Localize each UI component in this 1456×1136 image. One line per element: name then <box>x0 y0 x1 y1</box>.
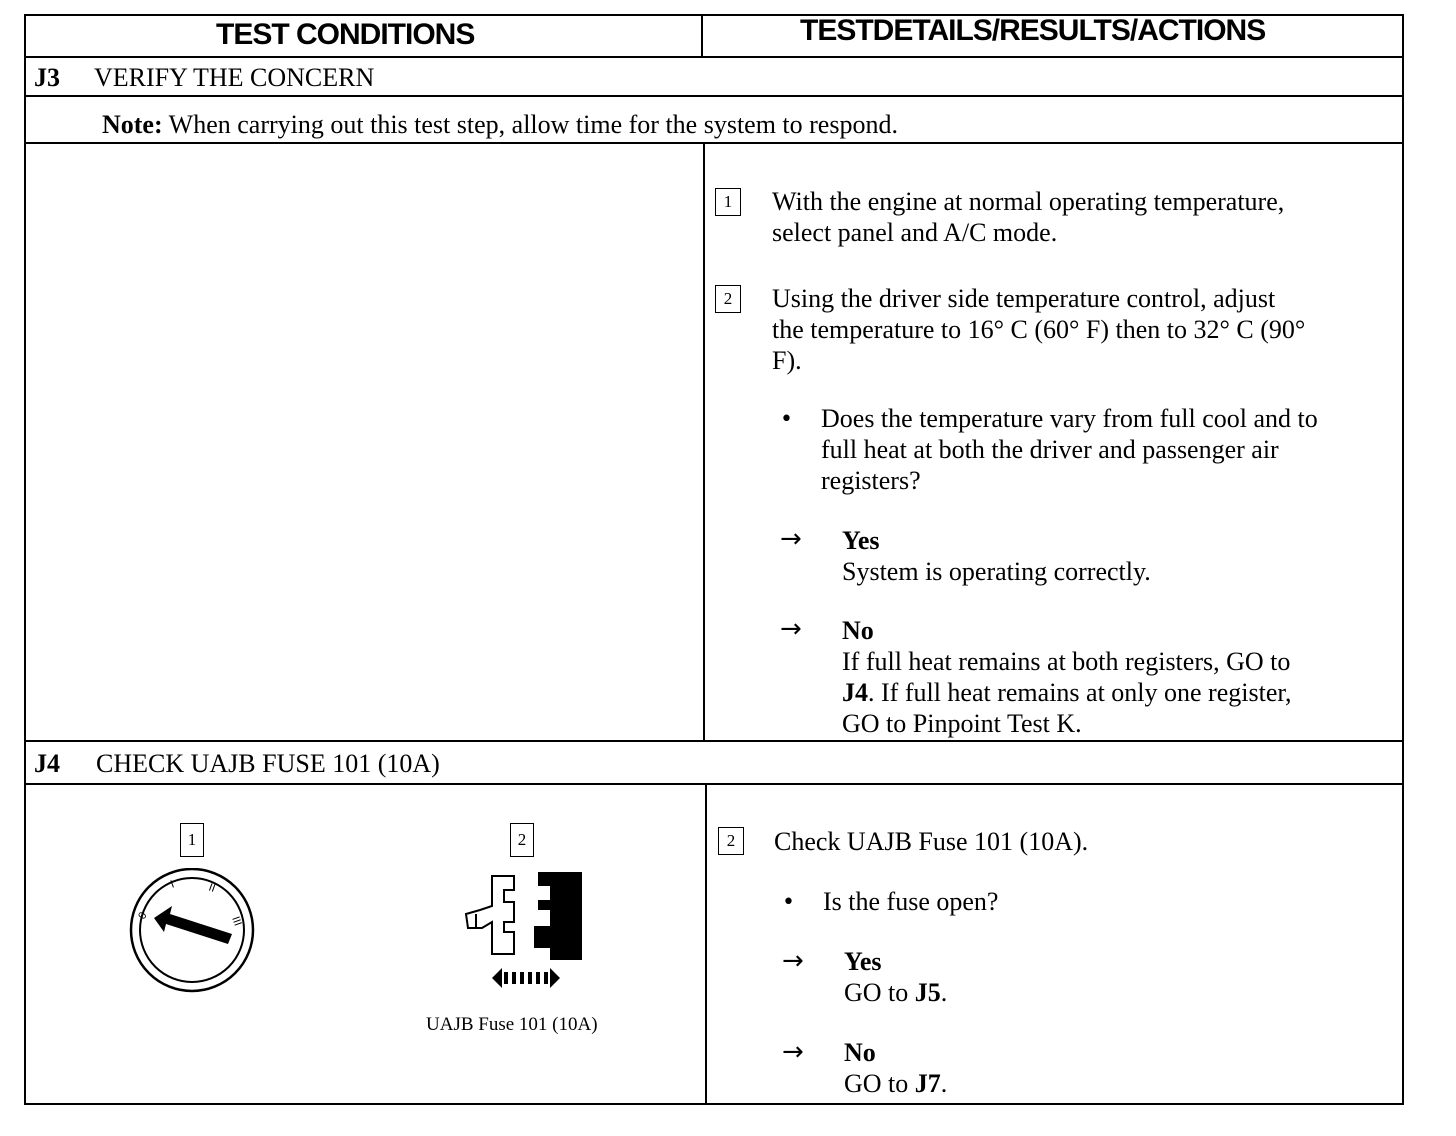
table-left-border <box>24 14 26 1105</box>
j3-step-title: VERIFY THE CONCERN <box>94 63 375 92</box>
j3-note-label: Note: <box>102 110 163 139</box>
j3-question <box>821 403 1318 496</box>
j4-question: Is the fuse open? <box>823 887 999 916</box>
j3-yes-answer <box>842 525 1151 587</box>
header-test-details: TESTDETAILS/RESULTS/ACTIONS <box>800 14 1266 47</box>
j3-yes-label: Yes <box>842 526 880 555</box>
j3-no-answer <box>842 615 1291 739</box>
j3-note-rule <box>24 142 1404 144</box>
j3-question-line1: Does the temperature vary from full cool and to <box>821 404 1318 433</box>
j3-yes-arrow-icon: → <box>780 524 802 554</box>
ignition-mark-2: II <box>206 881 217 895</box>
j4-no-end: . <box>940 1069 948 1098</box>
j3-no-arrow-icon: → <box>780 614 802 644</box>
j3-step2-text <box>772 283 1305 376</box>
j4-yes-end: . <box>940 978 948 1007</box>
j3-step-id: J3 <box>34 63 60 92</box>
header-test-conditions: TEST CONDITIONS <box>216 18 475 51</box>
j4-no-answer <box>844 1037 947 1099</box>
j4-title-top-rule <box>24 740 1404 742</box>
j4-column-divider <box>705 783 707 1105</box>
j3-note <box>102 109 898 140</box>
header-bottom-rule <box>24 56 1404 58</box>
j3-title-rule <box>24 95 1404 97</box>
j3-yes-text: System is operating correctly. <box>842 557 1151 586</box>
j3-no-line1: If full heat remains at both registers, GO to <box>842 647 1291 676</box>
ignition-mark-3: III <box>229 914 244 928</box>
j4-figure2-number-box: 2 <box>510 823 534 857</box>
j3-question-line3: registers? <box>821 466 921 495</box>
j4-yes-answer <box>844 946 947 1008</box>
j3-step1-line1: With the engine at normal operating temperature, <box>772 187 1285 216</box>
j4-no-text <box>844 1068 947 1099</box>
j3-column-divider <box>703 142 705 742</box>
fuse-caption: UAJB Fuse 101 (10A) <box>426 1014 598 1035</box>
j3-step1-text <box>772 186 1284 248</box>
j4-yes-go: GO to <box>844 978 915 1007</box>
ignition-mark-0: 0 <box>136 910 150 922</box>
ignition-switch-icon <box>128 868 256 994</box>
j3-step2-line3: F). <box>772 346 802 375</box>
j3-step2-number-box: 2 <box>715 285 741 313</box>
j3-question-bullet: • <box>780 407 793 432</box>
j4-step-title: CHECK UAJB FUSE 101 (10A) <box>96 749 440 778</box>
j3-step1-line2: select panel and A/C mode. <box>772 218 1058 247</box>
j4-yes-text <box>844 977 947 1008</box>
j4-figure1-number-box: 1 <box>180 823 204 857</box>
j4-step2-number-box: 2 <box>718 827 744 855</box>
j4-yes-ref-j5: J5 <box>914 978 941 1007</box>
j4-title-bottom-rule <box>24 783 1404 785</box>
fuse-connector-icon <box>458 870 588 992</box>
j4-no-arrow-icon: → <box>782 1037 804 1067</box>
j4-yes-label: Yes <box>844 947 882 976</box>
j4-no-go: GO to <box>844 1069 915 1098</box>
j3-no-line2 <box>842 677 1291 708</box>
table-right-border <box>1402 14 1404 1105</box>
j3-no-label: No <box>842 616 874 645</box>
j4-question-bullet: • <box>782 890 795 915</box>
j3-question-line2: full heat at both the driver and passenger air <box>821 435 1279 464</box>
ignition-mark-1: I <box>168 878 176 891</box>
header-column-divider <box>701 14 703 57</box>
j3-step2-line1: Using the driver side temperature control, adjust <box>772 284 1276 313</box>
j3-no-line3: GO to Pinpoint Test K. <box>842 709 1082 738</box>
j3-note-text: When carrying out this test step, allow time for the system to respond. <box>168 110 898 139</box>
j3-no-ref-j4: J4 <box>842 678 868 707</box>
table-bottom-border <box>24 1103 1404 1105</box>
j4-yes-arrow-icon: → <box>782 946 804 976</box>
j3-step2-line2: the temperature to 16° C (60° F) then to 32° C (90° <box>772 315 1306 344</box>
j3-no-line2-rest: . If full heat remains at only one register, <box>868 678 1292 707</box>
j4-no-label: No <box>844 1038 876 1067</box>
j4-step-id: J4 <box>34 749 60 778</box>
j4-step2-text: Check UAJB Fuse 101 (10A). <box>774 827 1089 856</box>
j3-step1-number-box: 1 <box>715 188 741 216</box>
j4-no-ref-j7: J7 <box>914 1069 941 1098</box>
